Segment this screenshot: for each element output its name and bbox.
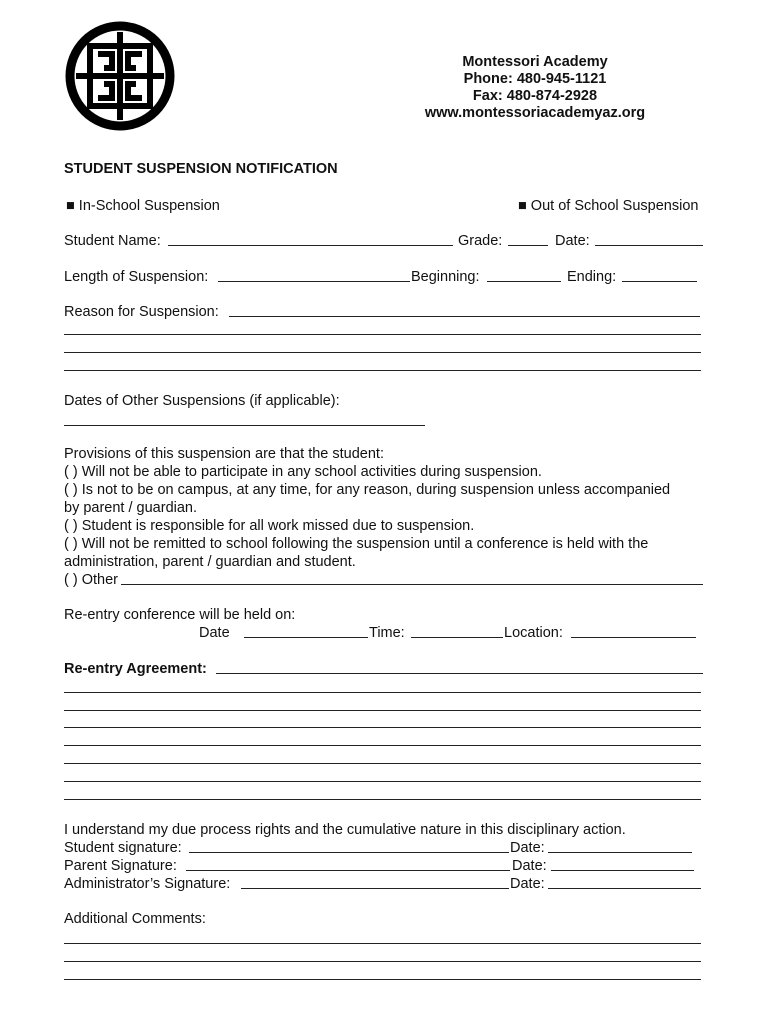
parent-signature-label: Parent Signature: [64,858,177,874]
date-label: Date: [555,233,590,249]
agreement-line-4[interactable] [64,727,701,728]
reason-label: Reason for Suspension: [64,304,219,320]
parent-sig-date-field[interactable] [551,870,694,871]
org-fax: Fax: 480-874-2928 [472,88,598,104]
checkbox-in-school-icon[interactable]: ■ [66,198,75,214]
grade-field[interactable] [508,245,548,246]
agreement-field[interactable] [216,673,703,674]
reentry-heading: Re-entry conference will be held on: [64,607,296,623]
student-name-field[interactable] [168,245,453,246]
reentry-date-field[interactable] [244,637,368,638]
other-dates-label: Dates of Other Suspensions (if applicable): [64,393,340,409]
comments-line-1[interactable] [64,943,701,944]
org-name: Montessori Academy [462,54,608,70]
provision-4[interactable]: ( ) Will not be remitted to school following the suspension until a conference is held with the [64,536,649,552]
other-dates-field[interactable] [64,425,425,426]
reentry-time-field[interactable] [411,637,503,638]
date-field[interactable] [595,245,703,246]
reentry-date-label: Date [199,625,230,641]
in-school-option[interactable] [66,197,220,215]
reason-line-3[interactable] [64,352,701,353]
length-label: Length of Suspension: [64,269,209,285]
admin-signature-field[interactable] [241,888,509,889]
form-title: STUDENT SUSPENSION NOTIFICATION [64,161,338,177]
parent-signature-field[interactable] [186,870,510,871]
parent-sig-date-label: Date: [512,858,547,874]
org-header [410,54,660,122]
in-school-label: In-School Suspension [78,198,220,214]
beginning-label: Beginning: [411,269,480,285]
reason-line-4[interactable] [64,370,701,371]
agreement-line-7[interactable] [64,781,701,782]
agreement-line-5[interactable] [64,745,701,746]
reentry-time-label: Time: [369,625,405,641]
provision-2-cont: by parent / guardian. [64,500,198,516]
admin-sig-date-label: Date: [510,876,545,892]
student-name-label: Student Name: [64,233,161,249]
org-website[interactable]: www.montessoriacademyaz.org [424,105,646,121]
comments-label: Additional Comments: [64,911,206,927]
student-signature-field[interactable] [189,852,509,853]
out-school-option[interactable] [518,197,698,215]
comments-line-3[interactable] [64,979,701,980]
student-sig-date-field[interactable] [548,852,692,853]
reentry-location-label: Location: [504,625,563,641]
admin-signature-label: Administrator’s Signature: [64,876,231,892]
ending-label: Ending: [567,269,617,285]
agreement-line-6[interactable] [64,763,701,764]
grade-label: Grade: [458,233,503,249]
provision-1[interactable]: ( ) Will not be able to participate in any school activities during suspension. [64,464,542,480]
checkbox-out-school-icon[interactable]: ■ [518,198,527,214]
admin-sig-date-field[interactable] [548,888,701,889]
comments-line-2[interactable] [64,961,701,962]
reentry-location-field[interactable] [571,637,696,638]
provision-2[interactable]: ( ) Is not to be on campus, at any time, for any reason, during suspension unless accompanied [64,482,671,498]
student-signature-label: Student signature: [64,840,182,856]
academy-logo [64,18,176,134]
out-school-label: Out of School Suspension [530,198,699,214]
provision-other[interactable]: ( ) Other [64,572,118,588]
agreement-line-8[interactable] [64,799,701,800]
reason-field[interactable] [229,316,700,317]
agreement-line-2[interactable] [64,692,701,693]
reason-line-2[interactable] [64,334,701,335]
agreement-line-3[interactable] [64,710,701,711]
rights-statement: I understand my due process rights and the cumulative nature in this disciplinary action. [64,822,626,838]
provision-other-field[interactable] [121,584,703,585]
ending-field[interactable] [622,281,697,282]
org-phone: Phone: 480-945-1121 [463,71,607,87]
beginning-field[interactable] [487,281,561,282]
length-field[interactable] [218,281,410,282]
reentry-agreement-label: Re-entry Agreement: [64,661,207,677]
provisions-heading: Provisions of this suspension are that the student: [64,446,384,462]
provision-3[interactable]: ( ) Student is responsible for all work missed due to suspension. [64,518,475,534]
provision-4-cont: administration, parent / guardian and student. [64,554,356,570]
student-sig-date-label: Date: [510,840,545,856]
